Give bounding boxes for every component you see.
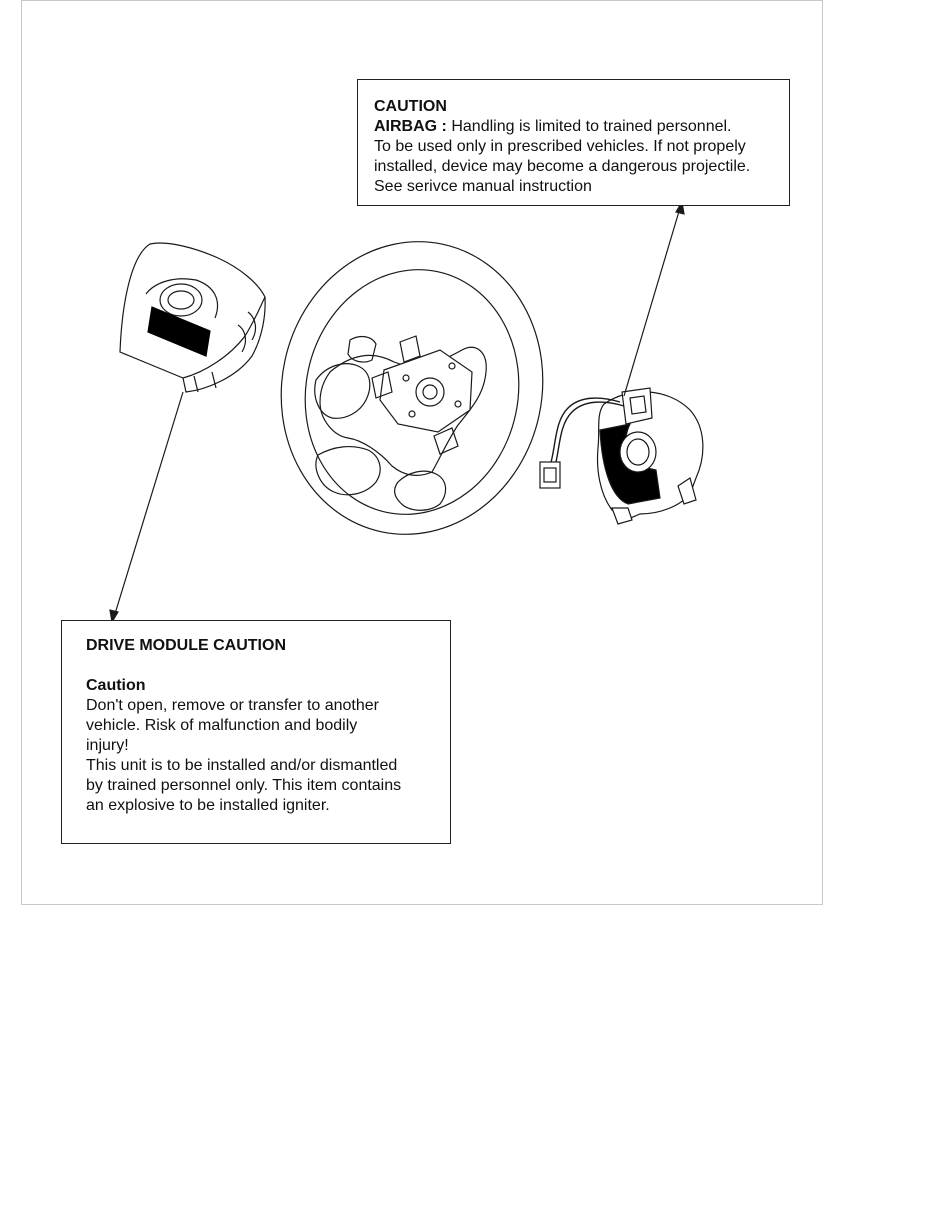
- callout-line-6: an explosive to be installed igniter.: [86, 797, 330, 814]
- callout-line-5: by trained personnel only. This item contains: [86, 777, 402, 794]
- callout-line-1: Don't open, remove or transfer to another: [86, 697, 379, 714]
- callout-line-4: This unit is to be installed and/or dismantled: [86, 757, 398, 774]
- leader-line-drive-module: [114, 392, 183, 617]
- callout-line-4: See serivce manual instruction: [374, 178, 592, 195]
- callout-line-1-text: Handling is limited to trained personnel.: [446, 118, 732, 135]
- airbag-module: [120, 243, 265, 392]
- spacer: [86, 656, 426, 676]
- airbag-label: AIRBAG :: [374, 118, 447, 135]
- drive-module-caution-callout: [61, 620, 451, 844]
- callout-line-2: To be used only in prescribed vehicles. If not propely: [374, 138, 746, 155]
- callout-line-2: vehicle. Risk of malfunction and bodily: [86, 717, 358, 734]
- callout-subheading: Caution: [86, 677, 146, 694]
- callout-heading: CAUTION: [374, 98, 447, 115]
- callout-line-3: installed, device may become a dangerous projectile.: [374, 158, 751, 175]
- leader-line-clock-spring: [624, 208, 680, 396]
- callout-heading: DRIVE MODULE CAUTION: [86, 637, 286, 654]
- clock-spring: [540, 388, 703, 524]
- steering-wheel: [254, 217, 569, 559]
- callout-line-1: [374, 117, 773, 137]
- callout-line-3: injury!: [86, 737, 129, 754]
- airbag-caution-callout: [357, 79, 790, 206]
